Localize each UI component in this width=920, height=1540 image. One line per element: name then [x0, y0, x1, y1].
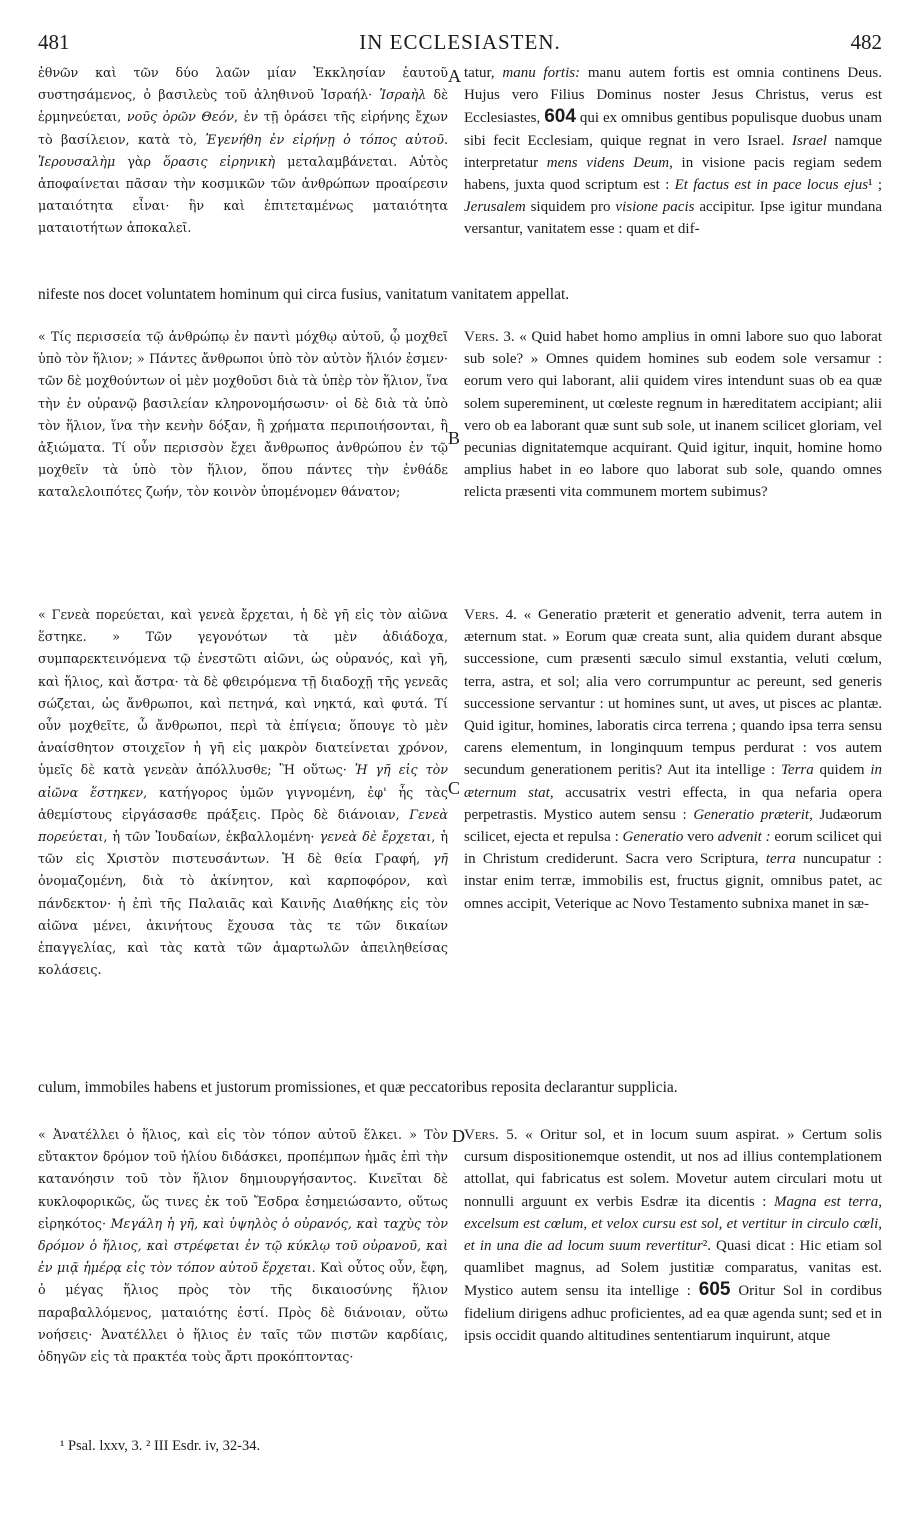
greek-paragraph — [38, 1124, 448, 1368]
greek-text: « Γενεὰ πορεύεται, καὶ γενεὰ ἔρχεται, ἡ δὲ γῆ εἰς τὸν αἰῶνα ἕστηκε. » Τῶν γεγονότων τὰ μὲν ἀδιάδοχα, συμπαρεκτεινόμενα τῷ ἐνεστῶτι αἰῶνι, ὡς οὐρανός, καὶ γῆ, καὶ ἥλιος, καὶ ἄστρα· τὰ δὲ φθειρόμενα τῇ διαδοχῇ τῆς γενεᾶς σώζεται, ὡς ἄνθρωποι, καὶ πετηνά, καὶ νηκτά, καὶ φυτά. Τί οὖν μοχθεῖτε, ὦ ἄνθρωποι, περὶ τὰ ἐπίγεια; ὅπουγε τὸ μὲν ἀναίσθητον στοιχεῖον ἡ γῆ εἰς μακρὸν διατείνεται χρόνον, ὑμεῖς δὲ κατὰ γενεὰν ἀπόλλυσθε; Ἢ οὕτως· — [38, 607, 448, 778]
greek-text: , ἡ τῶν Ἰουδαίων, ἐκβαλλομένη· — [103, 829, 320, 845]
greek-italic: νοῦς ὁρῶν Θεόν — [126, 109, 234, 125]
latin-italic: mens videns Deum — [546, 154, 670, 171]
latin-text: « Generatio præterit et generatio advenit, terra autem in æternum stat. » Eorum quæ creata sunt, alia quidem durant absque successione, cum præsenti sæculo simul exstantia, veluti cœlum, terra, astra, et sol; alia vero corrumpuntur ac pereunt, sed generis successione servantur : ut homines sunt, ut aves, ut pisces ac plantæ. Quid igitur, homines, laboratis circa terrena ; quando ipsa terra sensu carens elementum, in longinquum tempus perdurat : vos autem secundum generationem peritis? Aut ita intellige : — [464, 607, 882, 779]
latin-text: accipitur. Ipse igitur mundana versantur, vanitatem esse : quam et dif- — [464, 199, 883, 238]
greek-column — [38, 1124, 448, 1368]
greek-text: . — [443, 131, 448, 147]
latin-column — [464, 62, 882, 241]
latin-text: qui ex omnibus gentibus populisque duobus unam sibi fecit Ecclesiam, quique regnat in vero Israel. — [464, 110, 882, 149]
page-header — [38, 30, 882, 60]
latin-text: nuncupatur : instar enim terræ, immobilis est, fructus gignit, omnibus patet, ac omnes accipit, Veterique ac Novo Testamento subnixa manet in sæ- — [464, 851, 882, 912]
latin-text: eorum scilicet qui in Christum crediderunt. Sacra vero Scriptura, — [464, 829, 882, 868]
greek-text: « Ἀνατέλλει ὁ ἥλιος, καὶ εἰς τὸν τόπον αὐτοῦ ἕλκει. » Τὸν εὔτακτον δρόμον τοῦ ἡλίου διδάσκει, προπέμπων ἡμᾶς ἐπὶ τὴν κατανόησιν τοῦ τὸν ἥλιον δημιουργήσαντος. Κινεῖται δὲ κυκλοφορικῶς, ὥς τινες ἐκ τοῦ Ἔσδρα ἐσημειώσαντο, οὕτως εἰρηκότος· — [38, 1127, 448, 1231]
greek-paragraph: « Τίς περισσεία τῷ ἀνθρώπῳ ἐν παντὶ μόχθῳ αὐτοῦ, ᾧ μοχθεῖ ὑπὸ τὸν ἥλιον; » Πάντες ἄνθρωποι ὑπὸ τὸν αὐτὸν ἥλιόν ἐσμεν· τῶν δὲ μοχθούντων οἱ μὲν μοχθοῦσι διὰ τὰ ὑπὲρ τὸν ἥλιον, ἵνα τὴν ἐν οὐρανῷ βασιλείαν κληρονομήσωσιν· οἱ δὲ διὰ τὰ ὑπὸ τὸν ἥλιον, ἵνα τὴν κενὴν δόξαν, ἢ χρήματα περιποιήσονται, ἢ ἀξιώματα. Τί οὖν περισσὸν ἔχει ἄνθρωπος ἀνθρώπου ἐν τῷ μοχθεῖν τὰ ὑπὸ τὸν ἥλιον, ὅπου πάντες τὴν ἐνθάδε καταλελοιπότες ζωήν, τὸν κοινὸν ὑπομένομεν θάνατον; — [38, 329, 448, 500]
block-1 — [38, 62, 882, 241]
greek-italic: Ἰσραὴλ — [379, 87, 427, 103]
greek-italic: Ἐγενήθη ἐν εἰρήνῃ ὁ τόπος αὐτοῦ — [205, 131, 444, 147]
full-width-line: culum, immobiles habens et justorum promissiones, et quæ peccatoribus reposita declarantur supplicia. — [38, 1079, 678, 1096]
latin-italic: Generatio — [622, 829, 684, 846]
verse-label: Vers. 3. — [464, 329, 515, 345]
footnote-ref: ¹ ; — [868, 177, 883, 194]
latin-text: accusatrix vestri effecta, in qua nefaria opera perpetrastis. Mystico autem sensu : — [464, 784, 882, 823]
latin-italic: Israel — [791, 132, 827, 149]
latin-paragraph — [464, 326, 882, 504]
page-number-left: 481 — [38, 30, 70, 54]
latin-column — [464, 604, 882, 981]
latin-text: quidem — [813, 762, 871, 779]
greek-column — [38, 62, 448, 241]
latin-text: Judæorum scilicet, ejecta et repulsa : — [464, 806, 882, 846]
latin-paragraph — [464, 62, 882, 241]
latin-italic: terra — [765, 851, 796, 868]
latin-paragraph — [464, 604, 882, 915]
latin-text: « Quid habet homo amplius in omni labore suo quo laborat sub sole? » Omnes quidem homines sub eodem sole versamur : eorum vero qui laborant, alii quidem vires intendunt suas ob ea quæ solem supereminent, ut cœleste regnum in hæreditatem accipiant; alii vero ob ea laborant quæ sunt sub sole, ut inanem scilicet gloriam, vel pecunias dignitatemque acquirant. Quid igitur, inquit, homine homo amplius habet in eo labore quo laborat sub sole, quando omnes relicta præsenti vita communem mortem subimus? — [464, 329, 882, 501]
greek-text: , κατήγορος ὑμῶν γιγνομένη, ἐφ' ἧς τὰς ἀθεμίστους εἰργάσασθε πράξεις. Πρὸς δὲ διάνοιαν, — [38, 784, 448, 822]
latin-text: « Oritur sol, et in locum suum aspirat. » Certum solis cursum dispositionemque ostendit, ut nos ad illius contemplationem attollat, qui fabricatus est solem. Movetur autem circulari motu ut nonnulli arguunt ex verbis Esdræ ita dicentis : — [464, 1127, 883, 1210]
latin-italic: Terra — [780, 762, 814, 779]
latin-text: tatur, — [464, 65, 503, 81]
latin-text: Oritur Sol in cordibus fidelium dirigens adhuc proficientes, ad ea quæ agenda sunt; sed et in ipsis occidit quando altitudines sententiarum inquirunt, atque — [464, 1283, 882, 1344]
block-2 — [38, 326, 882, 504]
margin-marker-c: C — [448, 778, 461, 798]
running-title: IN ECCLESIASTEN. — [359, 30, 561, 54]
latin-text: ². Quasi dicat : Hic etiam sol quamlibet magnus, ad Solem justitiæ comparatus, vanitas est. Mystico autem sensu ita intellige : — [464, 1238, 882, 1300]
latin-text: namque interpretatur — [464, 132, 883, 171]
latin-paragraph — [464, 1124, 882, 1347]
greek-italic: ὅρασις εἰρηνικὴ — [163, 153, 276, 169]
latin-column — [464, 1124, 882, 1368]
greek-italic: γενεὰ δὲ ἔρχεται — [319, 829, 432, 845]
latin-italic: in æternum stat, — [464, 762, 882, 801]
block-4 — [38, 1124, 882, 1368]
greek-italic: Ἱερουσαλὴμ — [38, 153, 116, 169]
full-width-line: nifeste nos docet voluntatem hominum qui circa fusius, vanitatum vanitatem appellat. — [38, 286, 570, 303]
greek-column — [38, 604, 448, 981]
greek-paragraph — [38, 62, 448, 240]
latin-text: vero — [683, 829, 718, 846]
greek-paragraph — [38, 604, 448, 981]
greek-text: γὰρ — [115, 153, 164, 169]
verse-label: Vers. 4. — [464, 607, 517, 623]
greek-italic: γῆ — [432, 851, 448, 867]
greek-italic: Γενεὰ πορεύεται — [38, 806, 448, 845]
greek-italic: Μεγάλη ἡ γῆ, καὶ ὑψηλὸς ὁ οὐρανός, καὶ ταχὺς τὸν δρόμον ὁ ἥλιος, καὶ στρέφεται ἐν τῷ κύκλῳ τοῦ οὐρανοῦ, καὶ ἐν μιᾷ ἡμέρᾳ εἰς τὸν τόπον αὐτοῦ ἔρχεται. — [38, 1215, 448, 1276]
greek-text: , ἡ τῶν εἰς Χριστὸν πιστευσάντων. Ἡ δὲ θεία Γραφή, — [38, 829, 448, 867]
greek-text: ἐθνῶν καὶ τῶν δύο λαῶν μίαν Ἐκκλησίαν ἑαυτοῦ συστησάμενος, ὁ βασιλεὺς τοῦ ἀληθινοῦ Ἰσραήλ· — [38, 65, 448, 103]
greek-text: μεταλαμβάνεται. Αὐτὸς ἀποφαίνεται πᾶσαν τὴν κοσμικῶν τῶν ἀνθρώπων προαίρεσιν ματαιότητα εἶναι· ἣν καὶ ἐπιτεταμένως ματαιότητα ματαιοτήτων ἀποκαλεῖ. — [38, 153, 448, 236]
greek-italic: Ἡ γῆ εἰς τὸν αἰῶνα ἕστηκεν — [38, 762, 448, 800]
latin-italic: Generatio præterit, — [693, 806, 813, 823]
greek-text: δὲ ἑρμηνεύεται, — [38, 87, 448, 125]
verse-label: Vers. 5. — [464, 1127, 518, 1143]
greek-text: , ἐν τῇ ὁράσει τῆς εἰρήνης ἔχων τὸ βασίλειον, κατὰ τὸ, — [38, 109, 448, 147]
page-number-right: 482 — [850, 30, 882, 54]
latin-column — [464, 326, 882, 504]
latin-italic: Et factus est in pace locus ejus — [674, 177, 869, 194]
latin-text: siquidem pro — [525, 199, 616, 216]
greek-text: ὀνομαζομένη, διὰ τὸ ἀκίνητον, καὶ καρποφόρον, καὶ πάνδεκτον· ἡ ἐπὶ τῆς Παλαιᾶς καὶ Καινῆς Διαθήκης εἰς τὸν αἰῶνα μένει, ἀκινήτους ἔχουσα τὰς τε τῶν δικαίων ἐπαγγελίας, καὶ τὰς κατὰ τῶν ἁμαρτωλῶν ἀπειληθείσας κολάσεις. — [38, 873, 448, 978]
greek-column — [38, 326, 448, 504]
margin-marker-d: D — [452, 1126, 465, 1146]
margin-marker-b: B — [448, 428, 461, 448]
latin-italic: manu fortis: — [502, 65, 581, 81]
margin-marker-a: A — [448, 66, 461, 86]
latin-text: , in visione pacis regiam sedem habens, juxta quod scriptum est : — [464, 154, 882, 194]
greek-text: Καὶ οὗτος οὖν, ἔφη, ὁ μέγας ἥλιος πρὸς τὸν τῆς δικαιοσύνης ἥλιον παραβαλλόμενος, ματαιότης ἐστί. Πρὸς δὲ διάνοιαν, οὕτω νοήσεις· Ἀνατέλλει ὁ ἥλιος ἐν ταῖς τῶν πιστῶν καρδίαις, ὁδηγῶν εἰς τὰ πρακτέα τοὺς ἄρτι προκόπτοντας· — [38, 1260, 448, 1365]
footnotes: ¹ Psal. lxxv, 3. ² III Esdr. iv, 32-34. — [60, 1438, 261, 1454]
latin-italic: advenit : — [717, 829, 771, 846]
latin-text: manu autem fortis est omnia continens Deus. Hujus vero Filius Dominus noster Jesus Christus, verus est Ecclesiastes, — [464, 65, 882, 127]
latin-italic: visione pacis — [615, 199, 695, 216]
latin-italic: Magna est terra, excelsum est cœlum, et velox cursu est sol, et vertitur in circulo cœli, et in una die ad locum suum revertitur — [464, 1193, 882, 1255]
column-number: 605 — [698, 1279, 731, 1301]
latin-italic: Jerusalem — [464, 199, 526, 216]
column-number: 604 — [544, 106, 576, 128]
